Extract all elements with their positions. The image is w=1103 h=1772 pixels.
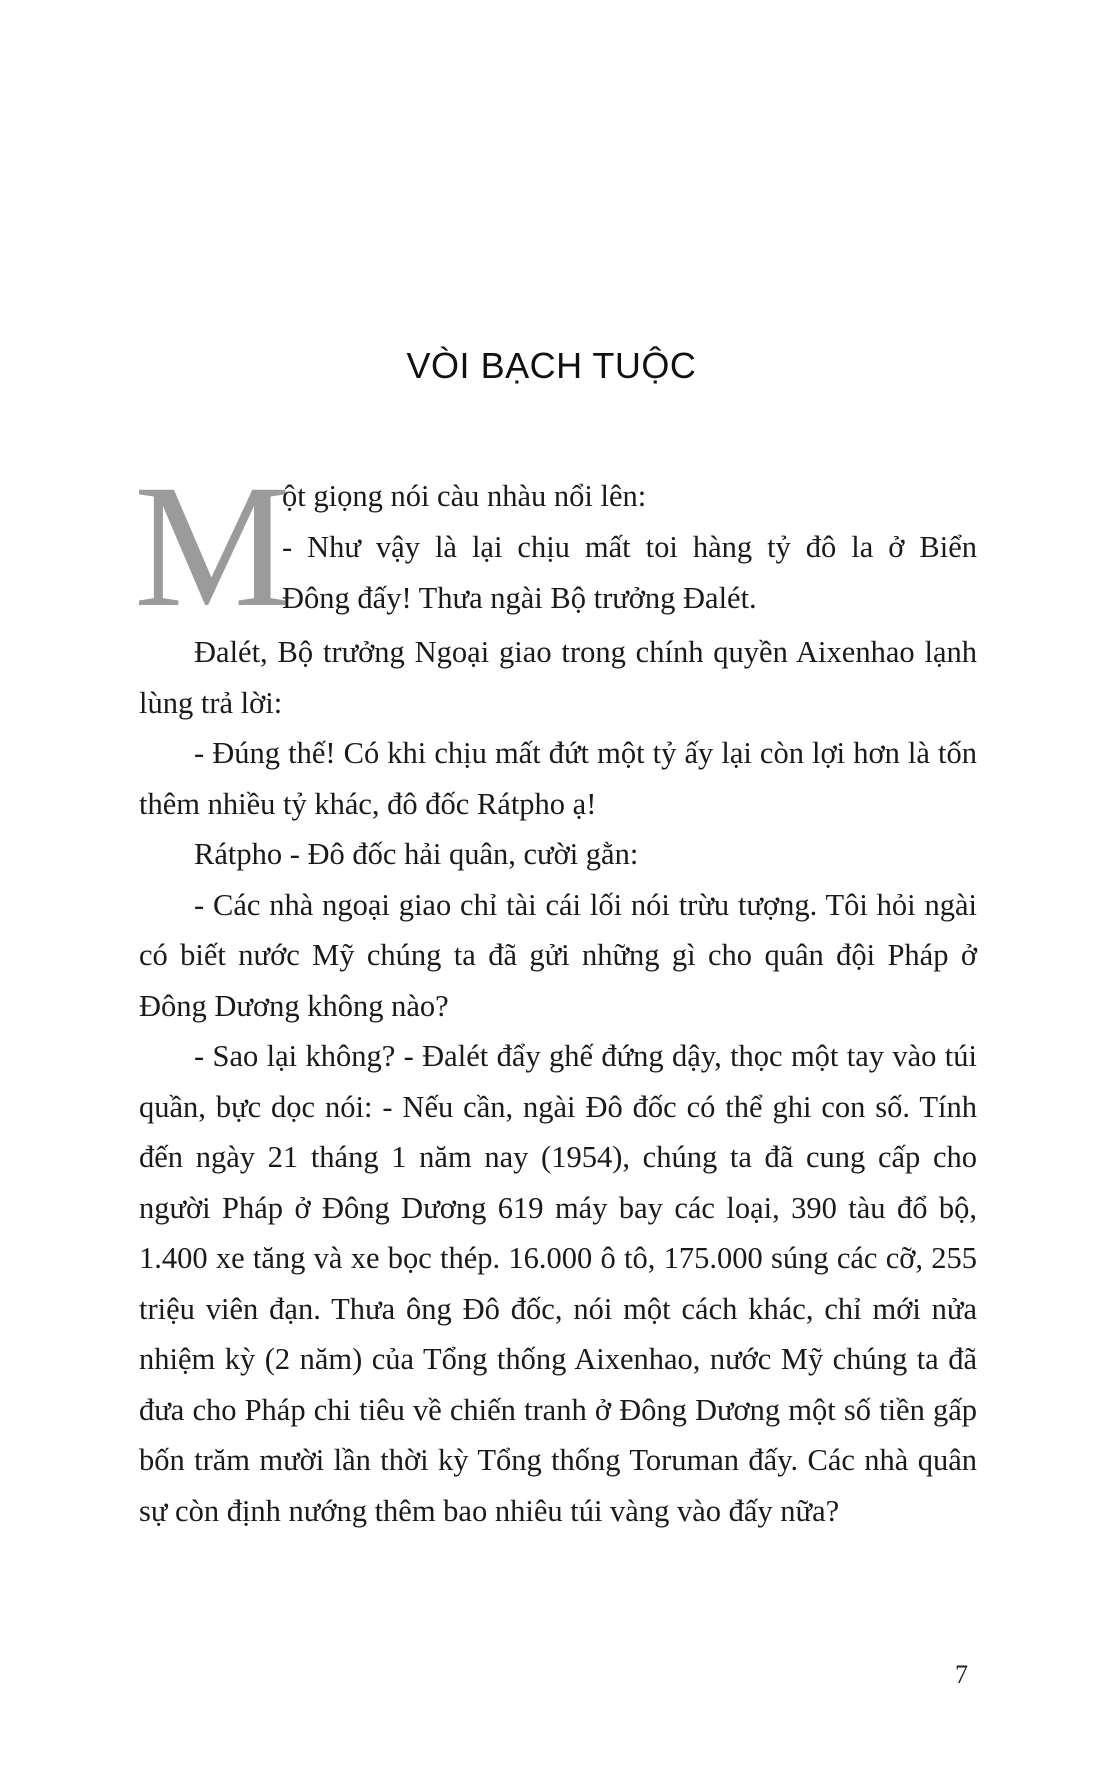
paragraph-5: - Sao lại không? - Đalét đẩy ghế đứng dậy, thọc một tay vào túi quần, bực dọc nói: - Nếu cần, ngài Đô đốc có thể ghi con số. Tính đến ngày 21 tháng 1 năm nay (1954), chúng ta đã cung cấp cho người Pháp ở Đông Dương 619 máy bay các loại, 390 tàu đổ bộ, 1.400 xe tăng và xe bọc thép. 16.000 ô tô, 175.000 súng các cỡ, 255 triệu viên đạn. Thưa ông Đô đốc, nói một cách khác, chỉ mới nửa nhiệm kỳ (2 năm) của Tổng thống Aixenhao, nước Mỹ chúng ta đã đưa cho Pháp chi tiêu về chiến tranh ở Đông Dương một số tiền gấp bốn trăm mười lần thời kỳ Tổng thống Toruman đấy. Các nhà quân sự còn định nướng thêm bao nhiêu túi vàng vào đấy nữa?	[139, 1039, 977, 1528]
paragraph-4: - Các nhà ngoại giao chỉ tài cái lối nói trừu tượng. Tôi hỏi ngài có biết nước Mỹ chúng ta đã gửi những gì cho quân đội Pháp ở Đông Dương không nào?	[139, 887, 977, 1023]
drop-cap-letter: M	[134, 449, 291, 644]
opening-line-1: ột giọng nói càu nhàu nổi lên:	[282, 479, 647, 513]
body-text	[139, 627, 977, 1536]
paragraph-2: - Đúng thế! Có khi chịu mất đứt một tỷ ấy lại còn lợi hơn là tốn thêm nhiều tỷ khác, đô đốc Rátpho ạ!	[139, 736, 977, 821]
paragraph-1: Đalét, Bộ trưởng Ngoại giao trong chính quyền Aixenhao lạnh lùng trả lời:	[139, 635, 977, 720]
opening-line-2: - Như vậy là lại chịu mất toi hàng tỷ đô la ở Biển	[282, 530, 977, 564]
opening-line-3: Đông đấy! Thưa ngài Bộ trưởng Đalét.	[282, 581, 757, 615]
page-number: 7	[955, 1660, 968, 1689]
chapter-title: VÒI BẠCH TUỘC	[406, 345, 697, 386]
paragraph-3: Rátpho - Đô đốc hải quân, cười gằn:	[194, 837, 639, 871]
